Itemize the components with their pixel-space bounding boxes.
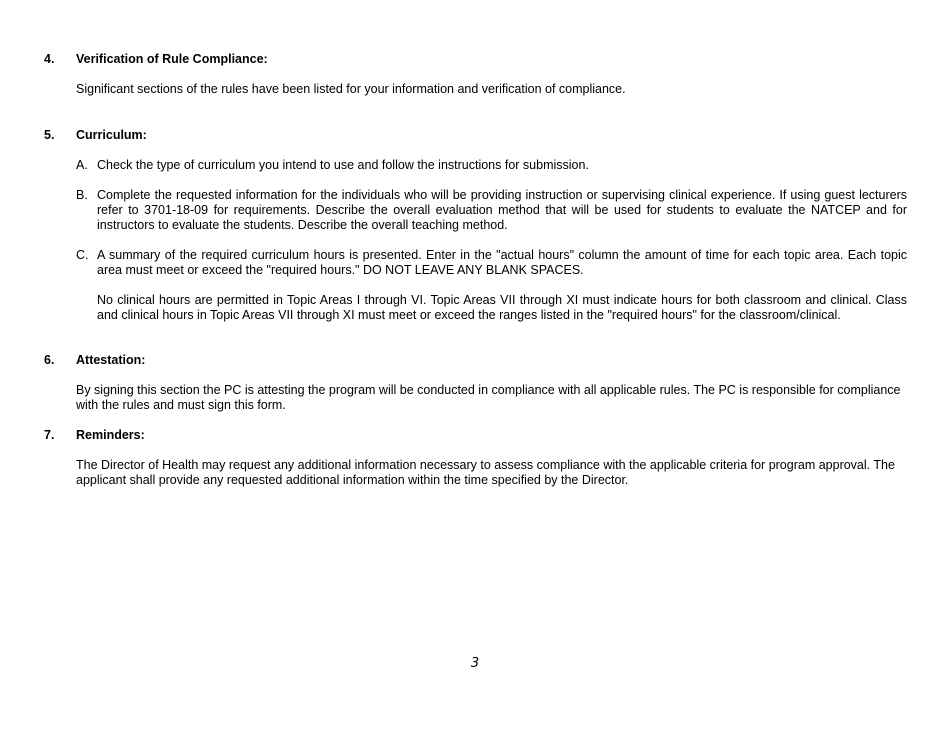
item-b-text: Complete the requested information for the individuals who will be providing instruction or supervising clinical experience. If using guest lecturers refer to 3701-18-09 for requirements. Describe the overall evaluation method that will be used for students to evaluate the NATCEP and for instructors to evaluate the students. Describe the overall teaching method. (97, 188, 907, 232)
section-6-heading: Attestation: (76, 353, 146, 367)
item-a-letter: A. (76, 158, 88, 172)
section-6-number: 6. (44, 353, 55, 367)
section-7-number: 7. (44, 428, 55, 442)
item-c-letter: C. (76, 248, 89, 262)
item-b-letter: B. (76, 188, 88, 202)
section-7-heading: Reminders: (76, 428, 145, 442)
section-5-number: 5. (44, 128, 55, 142)
section-6-text: By signing this section the PC is attesting the program will be conducted in compliance with all applicable rules. The PC is responsible for compliance with the rules and must sign this form. (76, 383, 901, 412)
section-7-text: The Director of Health may request any additional information necessary to assess compliance with the applicable criteria for program approval. The applicant shall provide any requested additional information within the time specified by the Director. (76, 458, 895, 487)
section-5-heading: Curriculum: (76, 128, 147, 142)
page-number: 3 (470, 656, 480, 671)
item-a-text: Check the type of curriculum you intend to use and follow the instructions for submission. (97, 158, 589, 172)
section-4-heading: Verification of Rule Compliance: (76, 52, 268, 66)
section-4-text: Significant sections of the rules have been listed for your information and verification of compliance. (76, 82, 626, 96)
item-c-extra-text: No clinical hours are permitted in Topic Areas I through VI. Topic Areas VII through XI must indicate hours for both classroom and clinical. Class and clinical hours in Topic Areas VII through XI must meet or exceed the ranges listed in the "required hours" for the classroom/clinical. (97, 293, 907, 322)
item-c-text: A summary of the required curriculum hours is presented. Enter in the "actual hours" column the amount of time for each topic area. Each topic area must meet or exceed the "required hours." DO NOT LEAVE ANY BLANK SPACES. (97, 248, 907, 277)
section-4-number: 4. (44, 52, 55, 66)
